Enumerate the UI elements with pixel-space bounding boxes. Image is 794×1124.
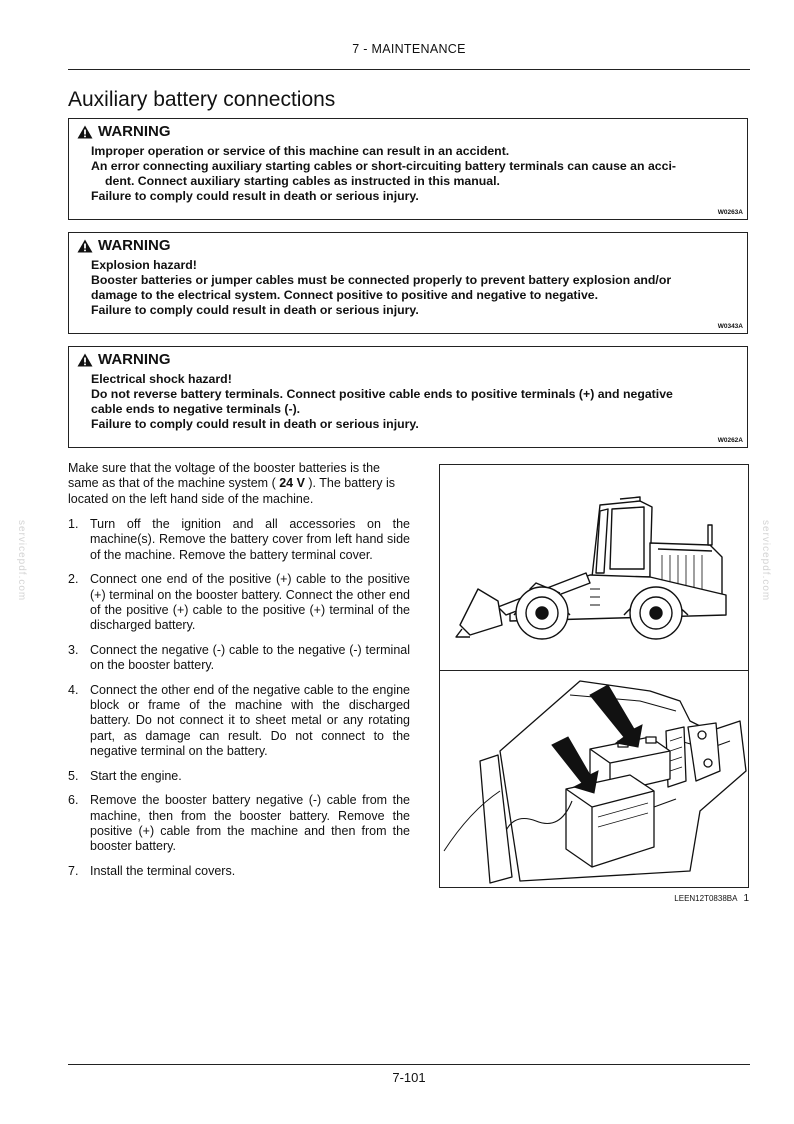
system-voltage: 24 V — [279, 476, 305, 491]
warning-code: W0262A — [717, 437, 743, 444]
step-item — [68, 683, 410, 760]
warning-line: dent. Connect auxiliary starting cables as instructed in this manual. — [105, 174, 500, 188]
step-text: Start the engine. — [90, 768, 182, 783]
step-number: 2. — [68, 572, 79, 587]
step-item — [68, 517, 410, 563]
warning-box-3 — [68, 346, 748, 448]
warning-label: WARNING — [98, 351, 171, 368]
step-number: 4. — [68, 682, 79, 697]
warning-line: Improper operation or service of this machine can result in an accident. — [91, 144, 510, 158]
warning-label: WARNING — [98, 237, 171, 254]
figure-number: 1 — [743, 893, 749, 904]
page-number: 7-101 — [392, 1070, 426, 1085]
warning-code: W0263A — [717, 209, 743, 216]
warning-triangle-icon — [77, 125, 93, 139]
warning-line: Failure to comply could result in death or serious injury. — [91, 189, 419, 203]
figure-caption — [439, 893, 749, 904]
step-number: 1. — [68, 517, 79, 531]
step-text: Install the terminal covers. — [90, 863, 236, 878]
warning-triangle-icon — [77, 239, 93, 253]
step-number: 7. — [68, 863, 79, 878]
warning-line: Failure to comply could result in death or serious injury. — [91, 303, 419, 317]
step-text: Remove the booster battery negative (-) cable from the machine, then from the booster battery. Remove the positive (+) cable from the machine and then from the booster battery. — [90, 793, 410, 854]
warning-title — [77, 123, 171, 140]
step-text: Turn off the ignition and all accessories on the machine(s). Remove the battery cover from left hand side of the machine. Remove the battery terminal cover. — [90, 517, 410, 562]
figure-code: LEEN12T0838BA — [674, 894, 738, 903]
header-rule — [68, 69, 750, 70]
warning-code: W0343A — [717, 323, 743, 330]
warning-line: Do not reverse battery terminals. Connect positive cable ends to positive terminals (+) and negative — [91, 387, 673, 401]
step-item — [68, 769, 410, 784]
warning-line: Electrical shock hazard! — [91, 372, 232, 386]
warning-line: cable ends to negative terminals (-). — [91, 402, 301, 416]
warning-title — [77, 237, 171, 254]
wheel-loader-illustration — [440, 465, 748, 669]
battery-compartment-illustration — [440, 671, 748, 887]
intro-text: Make sure that the voltage of the booster batteries is the same as that of the machine system ( — [68, 461, 380, 491]
warning-line: damage to the electrical system. Connect positive to positive and negative to negative. — [91, 288, 599, 302]
step-item — [68, 793, 410, 855]
warning-text — [91, 372, 731, 432]
warning-triangle-icon — [77, 353, 93, 367]
warning-box-2 — [68, 232, 748, 334]
warning-title — [77, 351, 171, 368]
step-item — [68, 864, 410, 879]
step-text: Connect the negative (-) cable to the negative (-) terminal on the booster battery. — [90, 642, 410, 673]
footer-rule — [68, 1064, 750, 1065]
warning-text — [91, 144, 731, 204]
step-number: 5. — [68, 768, 79, 783]
procedure-steps — [68, 517, 410, 888]
step-text: Connect the other end of the negative cable to the engine block or frame of the machine with the discharged battery. Do not connect it to sheet metal or any rotating part, as damage can result. Do not connect to the negative terminal on the battery. — [90, 682, 410, 759]
step-text: Connect one end of the positive (+) cable to the positive (+) terminal on the booster battery. Connect the other end of the positive (+) cable to the positive (+) terminal of the discharged battery. — [90, 572, 410, 633]
warning-line: Explosion hazard! — [91, 258, 197, 272]
warning-line: Failure to comply could result in death or serious injury. — [91, 417, 419, 431]
warning-text — [91, 258, 731, 318]
running-header: 7 - MAINTENANCE — [352, 42, 466, 56]
watermark-left: servicepdf.com — [16, 520, 27, 602]
warning-line: Booster batteries or jumper cables must be connected properly to prevent battery explosion and/or — [91, 273, 672, 287]
warning-box-1 — [68, 118, 748, 220]
step-item — [68, 643, 410, 674]
warning-line: An error connecting auxiliary starting cables or short-circuiting battery terminals can cause an acci- — [91, 159, 676, 173]
step-number: 6. — [68, 793, 79, 808]
warning-label: WARNING — [98, 123, 171, 140]
intro-paragraph — [68, 461, 410, 507]
intro-text: ). The battery is located on the left hand side of the machine. — [68, 476, 396, 506]
watermark-right: servicepdf.com — [760, 520, 771, 602]
step-item — [68, 572, 410, 634]
figure-frame — [439, 464, 749, 888]
step-number: 3. — [68, 642, 79, 657]
page-title: Auxiliary battery connections — [68, 88, 336, 111]
